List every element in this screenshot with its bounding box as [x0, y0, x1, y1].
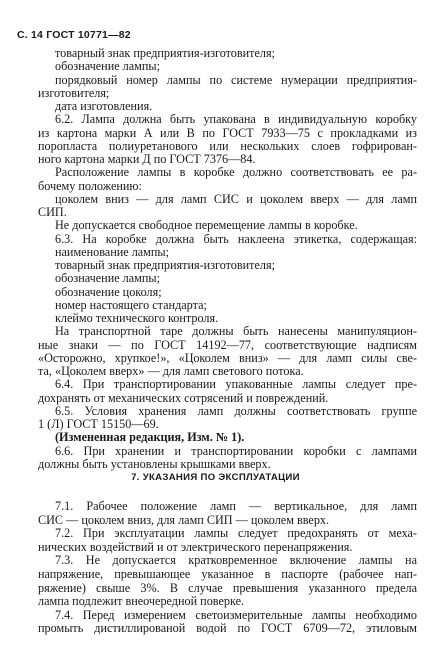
text-line: ные знаки — по ГОСТ 14192—77, соответствующие надписям — [38, 337, 417, 352]
text-line: обозначение лампы; — [55, 271, 160, 286]
text-line: 7.1. Рабочее положение ламп — вертикальное, для ламп — [55, 499, 417, 513]
text-line: цоколем вниз — для ламп СИС и цоколем вверх — для ламп — [55, 191, 417, 206]
text-line: Не допускается свободное перемещение лампы в коробке. — [55, 218, 358, 233]
text-line: СИС — цоколем вниз, для ламп СИП — цоколем вверх. — [38, 512, 330, 527]
text-line: бочему положению: — [38, 178, 142, 193]
text-line: товарный знак предприятия-изготовителя; — [55, 258, 275, 272]
text-line: 7.2. При эксплуатации лампы следует предохранять от меха- — [55, 526, 417, 541]
text-line: 6.6. При хранении и транспортировании коробки с лампами — [55, 443, 417, 458]
text-line: 6.2. Лампа должна быть упакована в индивидуальную коробку — [55, 112, 417, 127]
text-line: изготовителя; — [38, 85, 110, 100]
text-line: из картона марки А или В по ГОСТ 7933—75 с прокладками из — [38, 125, 417, 140]
text-line: 6.4. При транспортировании упакованные лампы следует пре- — [55, 377, 417, 392]
text-line: дата изготовления. — [55, 99, 153, 113]
text-line: порядковый номер лампы по системе нумерации предприятия- — [55, 72, 417, 87]
text-line: 7.3. Не допускается кратковременное включение лампы на — [55, 553, 417, 568]
text-line: номер настоящего стандарта; — [55, 297, 207, 312]
text-line: Расположение лампы в коробке должно соответствовать ее ра- — [55, 165, 417, 180]
text-line: товарный знак предприятия-изготовителя; — [55, 46, 275, 60]
text-line: поропласта полиуретанового или нескольких слоев гофрирован- — [38, 138, 417, 153]
text-line: ряжение) свыше 3%. В случае превышения указанного предела — [38, 580, 417, 595]
text-line: напряжение, превышающее указанное в паспорте (рабочее нап- — [38, 566, 417, 581]
text-line: нических воздействий и от электрического перенапряжения. — [38, 539, 353, 554]
section-title: 7. УКАЗАНИЯ ПО ЭКСПЛУАТАЦИИ — [131, 472, 300, 483]
text-block-section-7 — [38, 500, 417, 636]
text-block-section-6 — [38, 47, 417, 471]
amendment-note: (Измененная редакция, Изм. № 1). — [55, 430, 245, 445]
text-line: клеймо технического контроля. — [55, 311, 219, 325]
text-line: 6.5. Условия хранения ламп должны соответствовать группе — [55, 403, 417, 418]
text-line: На транспортной таре должны быть нанесены манипуляцион- — [55, 324, 417, 339]
text-line: СИП. — [38, 205, 67, 219]
text-line: лампа подлежит внеочередной поверке. — [38, 594, 245, 609]
text-line: та, «Цоколем вверх» — для ламп светового потока. — [38, 364, 304, 378]
text-line: наименование лампы; — [55, 244, 169, 259]
text-line: обозначение лампы; — [55, 59, 160, 74]
page-header: С. 14 ГОСТ 10771—82 — [17, 29, 131, 41]
text-line: ного картона марки Д по ГОСТ 7376—84. — [38, 152, 256, 166]
text-line: 6.3. На коробке должна быть наклеена этикетка, содержащая: — [55, 231, 417, 246]
text-line: промыть дистиллированой водой по ГОСТ 6709—72, этиловым — [38, 621, 417, 636]
text-line: «Осторожно, хрупкое!», «Цоколем вниз» — для ламп силы све- — [38, 350, 417, 365]
text-line: 1 (Л) ГОСТ 15150—69. — [38, 417, 159, 431]
text-line: обозначение цоколя; — [55, 284, 162, 299]
text-line: дохранять от механических сотрясений и повреждений. — [38, 390, 329, 405]
text-line: должны быть установлены крышками вверх. — [38, 456, 271, 471]
text-line: 7.4. Перед измерением светоизмерительные лампы необходимо — [55, 607, 417, 622]
